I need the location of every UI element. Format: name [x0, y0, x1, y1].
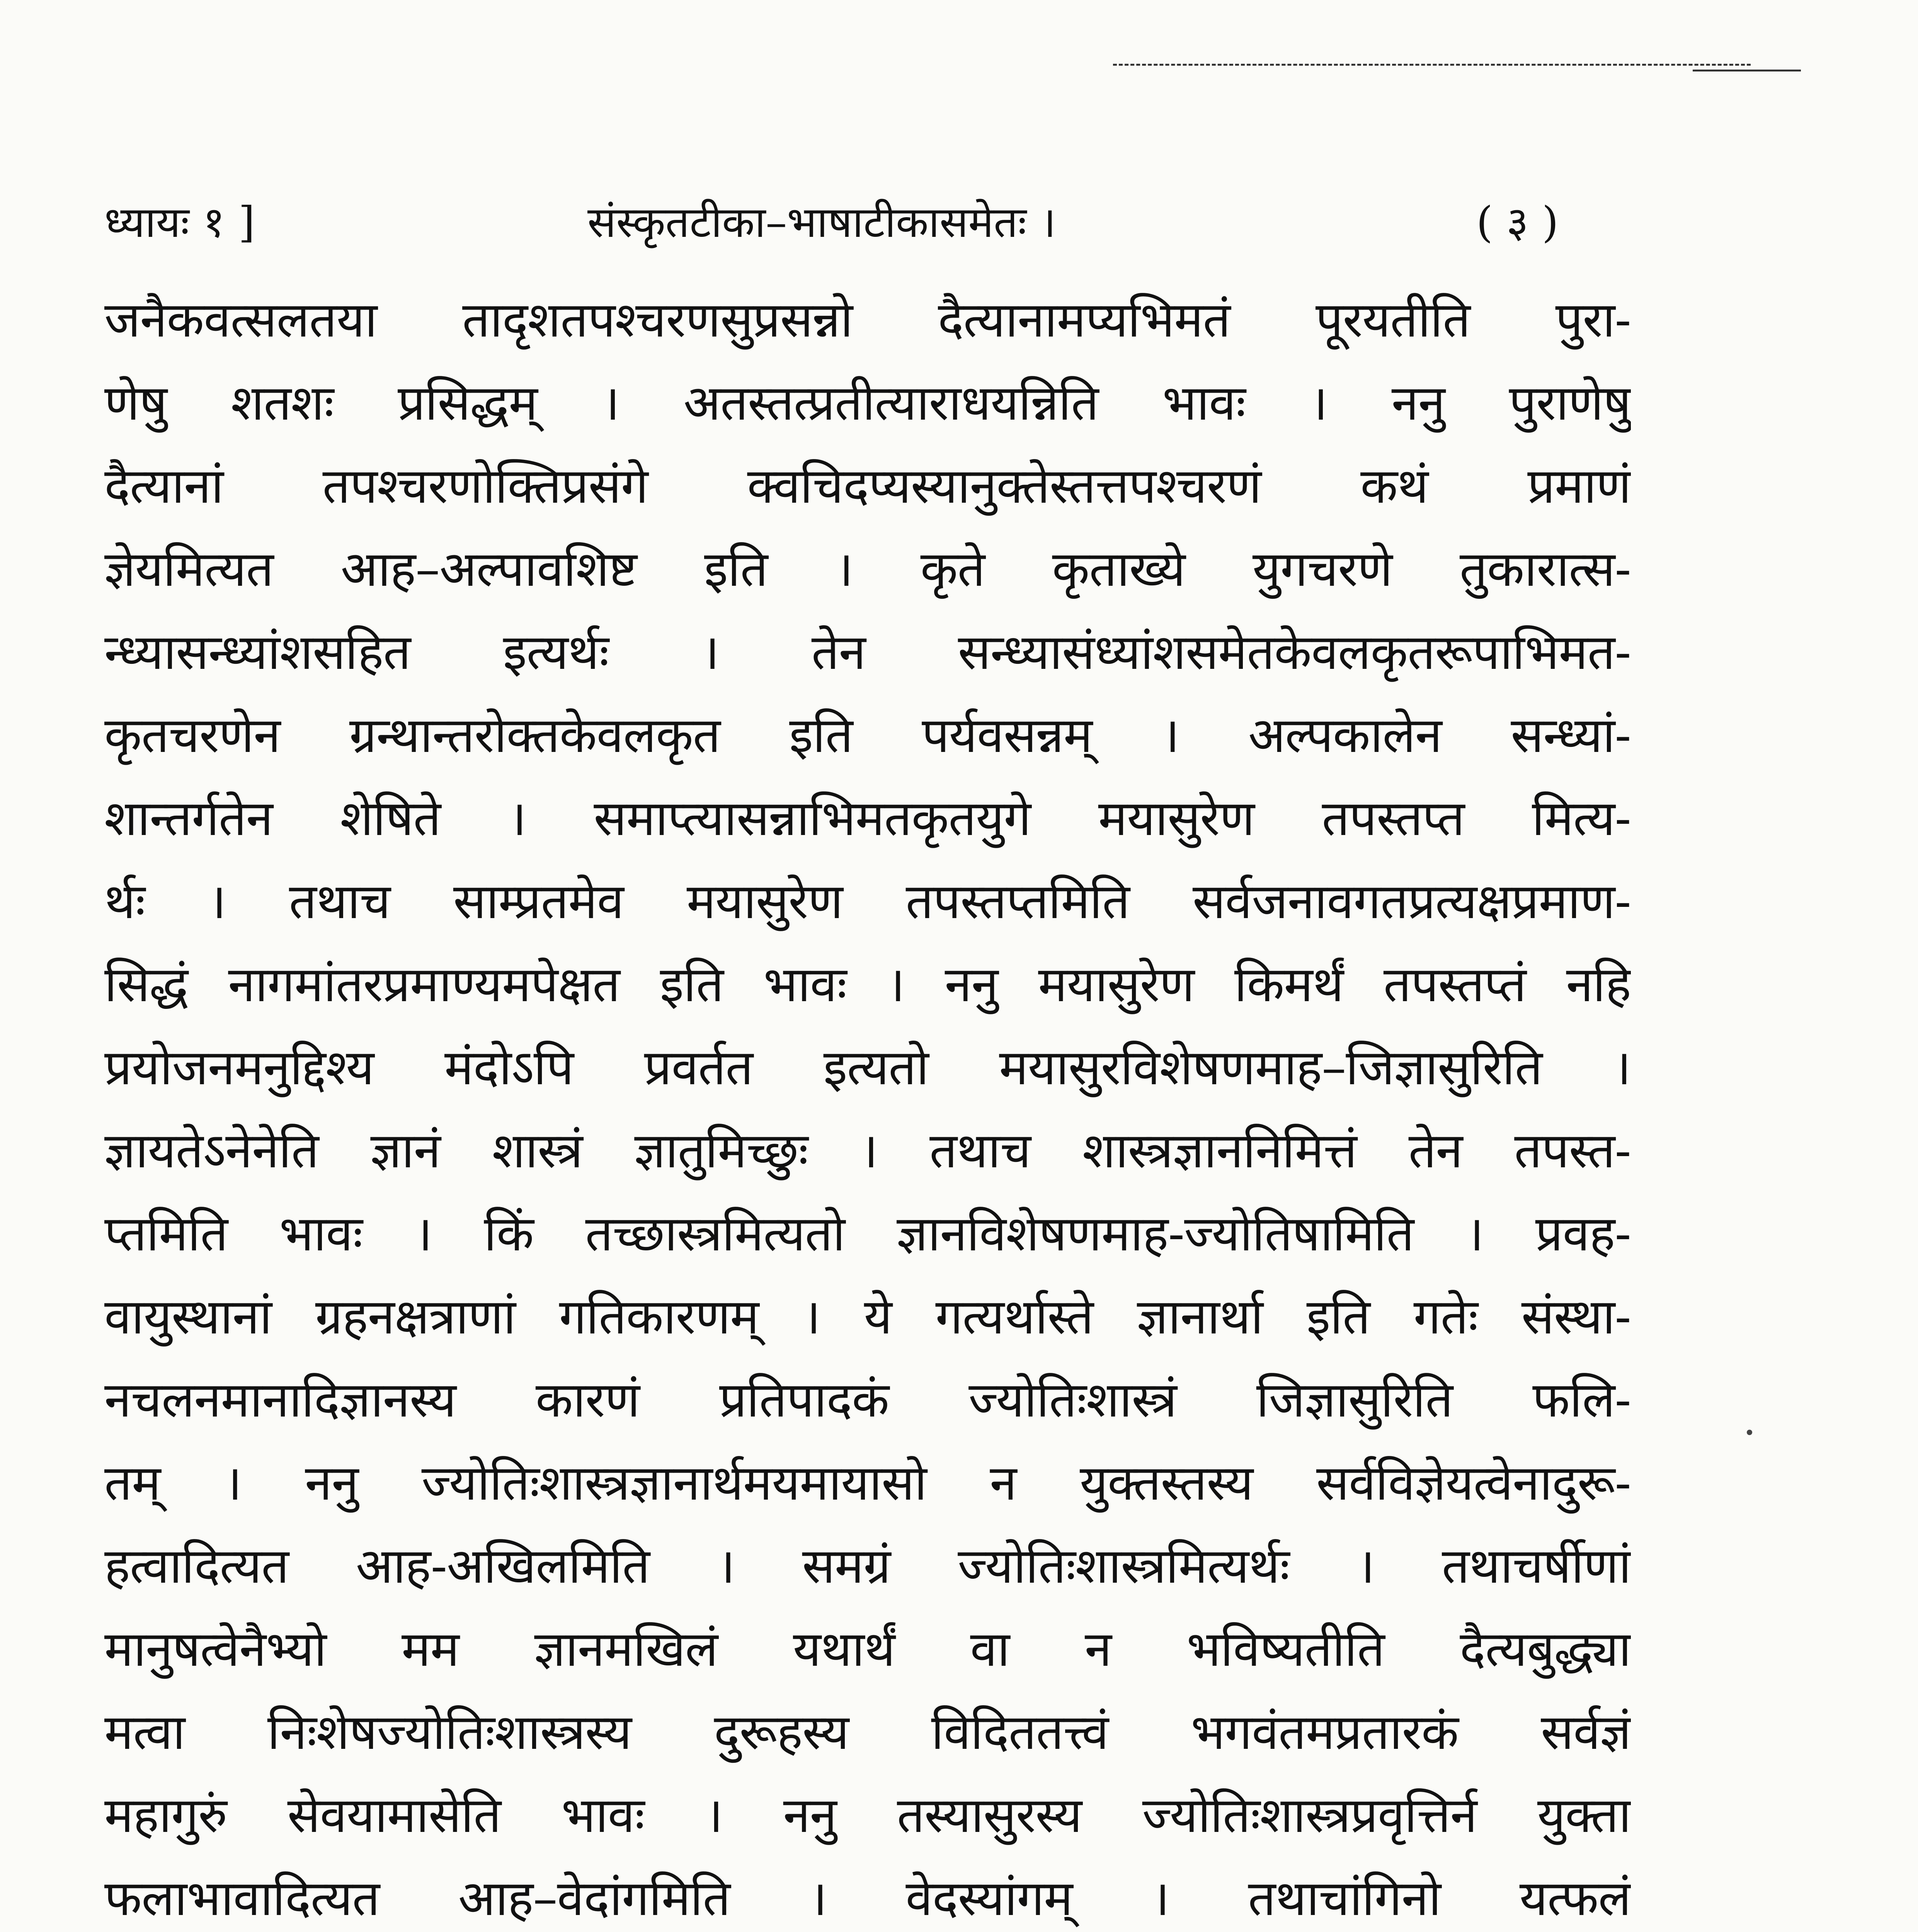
text-line: मानुषत्वेनैभ्यो मम ज्ञानमखिलं यथार्थं वा न भविष्यतीति दैत्यबुद्ध्या: [104, 1621, 1631, 1677]
text-line: कृतचरणेन ग्रन्थान्तरोक्तकेवलकृत इति पर्यवसन्नम् । अल्पकालेन सन्ध्यां-: [104, 707, 1631, 764]
text-line: प्तमिति भावः । किं तच्छास्त्रमित्यतो ज्ञानविशेषणमाह-ज्योतिषामिति । प्रवह-: [104, 1205, 1631, 1262]
chapter-marker: ध्यायः १ ]: [104, 197, 255, 247]
text-line: हत्वादित्यत आह-अखिलमिति । समग्रं ज्योतिःशास्त्रमित्यर्थः । तथाचर्षीणां: [104, 1537, 1631, 1594]
text-line: ज्ञेयमित्यत आह–अल्पावशिष्ट इति । कृते कृताख्ये युगचरणे तुकारात्स-: [104, 541, 1631, 597]
text-line: मत्वा निःशेषज्योतिःशास्त्रस्य दुरूहस्य विदिततत्त्वं भगवंतमप्रतारकं सर्वज्ञं: [104, 1704, 1631, 1760]
text-line: वायुस्थानां ग्रहनक्षत्राणां गतिकारणम् । ये गत्यर्थास्ते ज्ञानार्था इति गतेः संस्था-: [104, 1288, 1631, 1345]
book-title: संस्कृतटीका–भाषाटीकासमेतः ।: [587, 197, 1056, 247]
text-line: तम् । ननु ज्योतिःशास्त्रज्ञानार्थमयमायासो न युक्तस्तस्य सर्वविज्ञेयत्वेनादुरू-: [104, 1454, 1631, 1511]
text-line: र्थः । तथाच साम्प्रतमेव मयासुरेण तपस्तप्तमिति सर्वजनावगतप्रत्यक्षप्रमाण-: [104, 873, 1631, 930]
text-line: शान्तर्गतेन शेषिते । समाप्त्यासन्नाभिमतकृतयुगे मयासुरेण तपस्तप्त मित्य-: [104, 790, 1631, 847]
top-edge-mark: [1113, 64, 1751, 66]
text-line: जनैकवत्सलतया तादृशतपश्चरणसुप्रसन्नो दैत्यानामप्यभिमतं पूरयतीति पुरा-: [104, 291, 1631, 348]
text-line: सिद्धं नागमांतरप्रमाण्यमपेक्षत इति भावः । ननु मयासुरेण किमर्थं तपस्तप्तं नहि: [104, 956, 1631, 1013]
scan-speck: [1747, 1430, 1752, 1435]
text-line: दैत्यानां तपश्चरणोक्तिप्रसंगे क्वचिदप्यस्यानुक्तेस्तत्तपश्चरणं कथं प्रमाणं: [104, 457, 1631, 514]
text-line: णेषु शतशः प्रसिद्धम् । अतस्तत्प्रतीत्याराधयन्निति भावः । ननु पुराणेषु: [104, 374, 1631, 431]
text-line: ज्ञायतेऽनेनेति ज्ञानं शास्त्रं ज्ञातुमिच्छुः । तथाच शास्त्रज्ञाननिमित्तं तेन तपस्त-: [104, 1122, 1631, 1179]
running-header: [104, 193, 1650, 251]
text-line: नचलनमानादिज्ञानस्य कारणं प्रतिपादकं ज्योतिःशास्त्रं जिज्ञासुरिति फलि-: [104, 1371, 1631, 1428]
commentary-text: [104, 278, 1631, 1932]
text-line: न्ध्यासन्ध्यांशसहित इत्यर्थः । तेन सन्ध्यासंध्यांशसमेतकेवलकृतरूपाभिमत-: [104, 624, 1631, 680]
top-edge-mark-right: [1693, 70, 1801, 71]
text-line: प्रयोजनमनुद्दिश्य मंदोऽपि प्रवर्तत इत्यतो मयासुरविशेषणमाह–जिज्ञासुरिति ।: [104, 1039, 1631, 1096]
text-line: महागुरुं सेवयामासेति भावः । ननु तस्यासुरस्य ज्योतिःशास्त्रप्रवृत्तिर्न युक्ता: [104, 1787, 1631, 1844]
page-number: ( ३ ): [1476, 197, 1559, 247]
text-line: फलाभावादित्यत आह–वेदांगमिति । वेदस्यांगम् । तथाचांगिनो यत्फलं: [104, 1870, 1631, 1927]
